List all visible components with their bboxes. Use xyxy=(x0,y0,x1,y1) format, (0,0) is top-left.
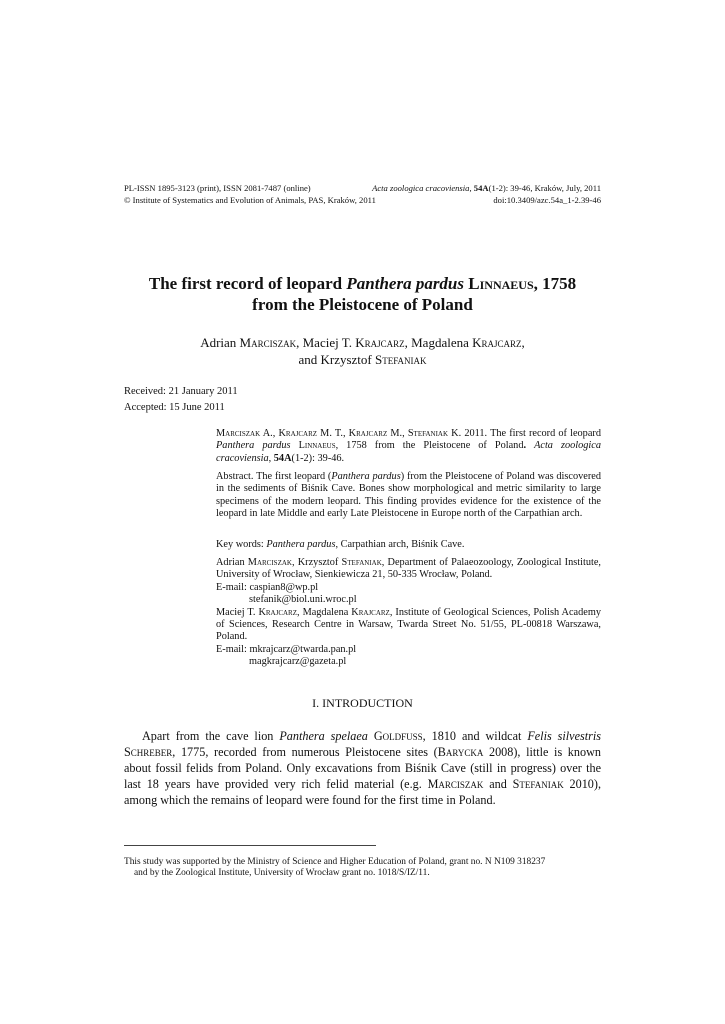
header-issn: PL-ISSN 1895-3123 (print), ISSN 2081-7487 (online) xyxy=(124,183,311,193)
author-list: Adrian Marciszak, Maciej T. Krajcarz, Magdalena Krajcarz, and Krzysztof Stefaniak xyxy=(200,335,525,367)
footnote-rule xyxy=(124,845,376,846)
header-copyright: © Institute of Systematics and Evolution of Animals, PAS, Kraków, 2011 xyxy=(124,195,376,205)
abstract: Abstract. The first leopard (Panthera pardus) from the Pleistocene of Poland was discovered in the sediments of Biśnik Cave. Bones show morphological and metric similarity to large specimens of the modern leopard. This finding provides evidence for the existence of the leopard in late Middle and early Late Pleistocene in Europe north of the Carpathian arch. xyxy=(216,471,602,520)
email-stefanik[interactable]: stefanik@biol.uni.wroc.pl xyxy=(249,594,357,606)
affiliations xyxy=(216,557,601,669)
citation: Marciszak A., Krajcarz M. T., Krajcarz M., Stefaniak K. 2011. The first record of leopard Panthera pardus Linnaeus, 1758 from the Pleistocene of Poland. Acta zoologica cracoviensia, 54A(1-2): 39-46. xyxy=(216,428,601,464)
footnote: This study was supported by the Ministry of Science and Higher Education of Poland, grant no. N N109 318237 and by the Zoological Institute, University of Wrocław grant no. 1018/S/IZ/11. xyxy=(124,857,546,879)
received-date: Received: 21 January 2011 xyxy=(124,386,238,397)
accepted-date: Accepted: 15 June 2011 xyxy=(124,402,225,413)
submission-dates xyxy=(124,384,238,416)
email-mkrajcarz[interactable]: E-mail: mkrajcarz@twarda.pan.pl xyxy=(216,643,357,655)
intro-paragraph: Apart from the cave lion Panthera spelaea Goldfuss, 1810 and wildcat Felis silvestris Schreber, 1775, recorded from numerous Pleistocene sites (Barycka 2008), little is known about fossil felids from Poland. Only excavations from Biśnik Cave (still in progress) over the last 18 years have provided very rich felid material (e.g. Marciszak and Stefaniak 2010), among which the remains of leopard were found for the first time in Poland. xyxy=(124,729,601,807)
header-journal-name: Acta zoologica cracoviensia xyxy=(372,183,470,193)
title-species: Panthera pardus xyxy=(346,274,465,293)
email-caspian[interactable]: E-mail: caspian8@wp.pl xyxy=(216,581,319,593)
affiliation-wroclaw: Adrian Marciszak, Krzysztof Stefaniak, Department of Palaeozoology, Zoological Institute, University of Wrocław, Sienkiewicza 21, 50-335 Wrocław, Poland. E-mail: caspian8@wp.pl stefanik@biol.uni.wroc.pl xyxy=(216,557,601,606)
affiliation-warsaw: Maciej T. Krajcarz, Magdalena Krajcarz, Institute of Geological Sciences, Polish Academy of Sciences, Research Centre in Warsaw, Twarda Street No. 51/55, PL-00818 Warszawa, Poland. E-mail: mkrajcarz@twarda.pan.pl magkrajcarz@gazeta.pl xyxy=(216,606,601,668)
email-magkrajcarz[interactable]: magkrajcarz@gazeta.pl xyxy=(249,656,347,668)
keywords: Key words: Panthera pardus, Carpathian arch, Biśnik Cave. xyxy=(216,539,465,550)
header-journal-info: Acta zoologica cracoviensia, 54A(1-2): 39-46, Kraków, July, 2011 xyxy=(372,183,601,193)
paper-title: The first record of leopard Panthera pardus Linnaeus, 1758 from the Pleistocene of Poland xyxy=(148,274,577,314)
header-doi: doi:10.3409/azc.54a_1-2.39-46 xyxy=(493,195,601,205)
section-heading: I. INTRODUCTION xyxy=(312,696,413,710)
